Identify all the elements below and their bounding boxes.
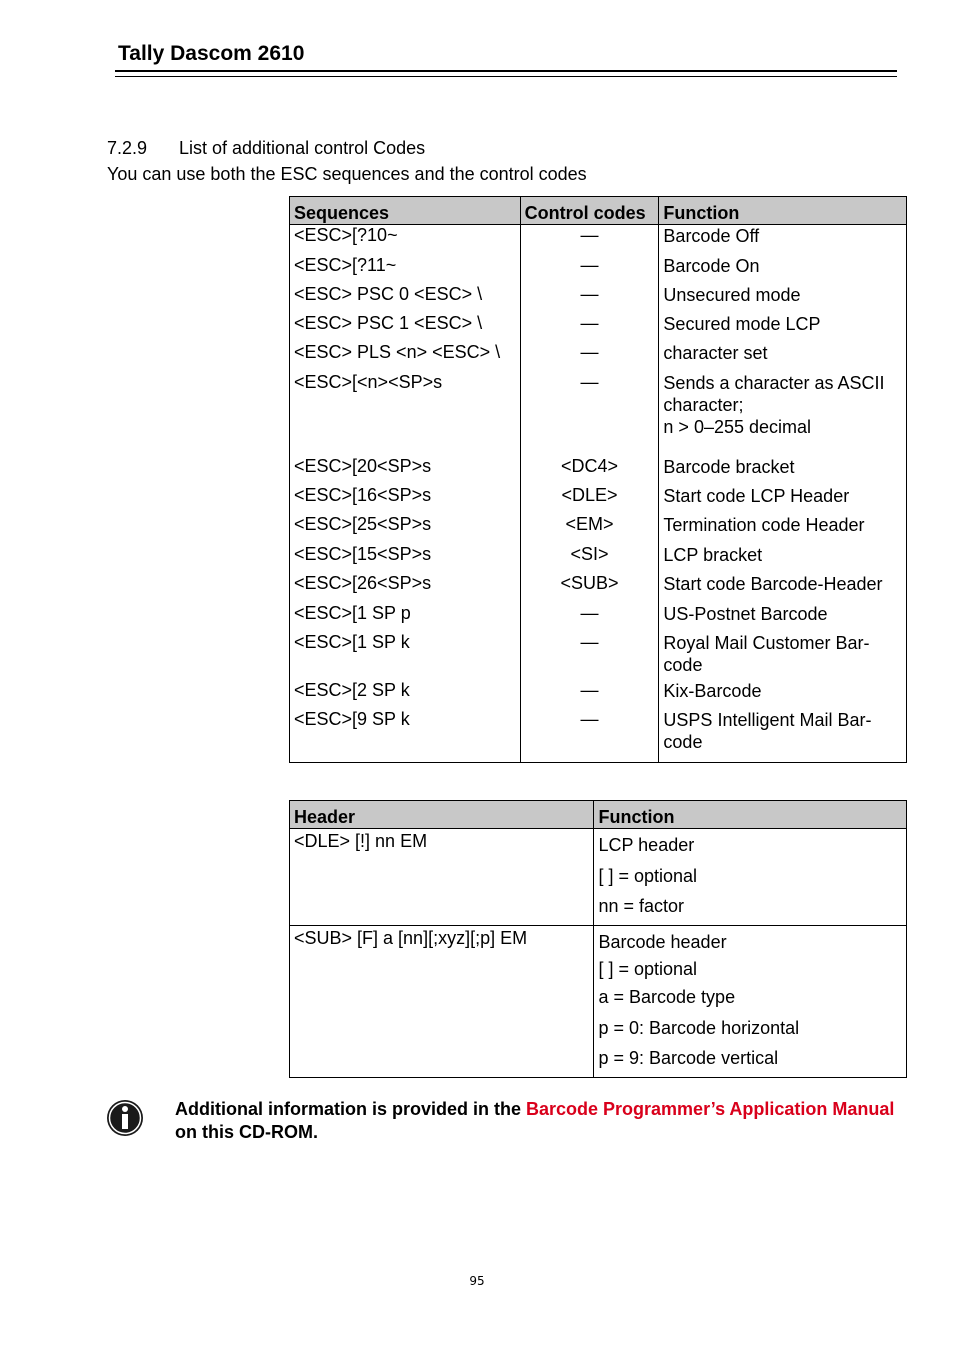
section-title: List of additional control Codes xyxy=(179,138,426,158)
control-code-cell: — xyxy=(520,709,659,763)
table-row xyxy=(290,456,907,485)
control-code-cell: <SUB> xyxy=(520,573,659,603)
function-line: Barcode bracket xyxy=(663,456,795,477)
table-row xyxy=(290,926,907,1078)
function-line: Secured mode LCP xyxy=(663,313,821,334)
function-cell xyxy=(659,456,907,485)
note-text-before: Additional information is provided in the xyxy=(175,1099,526,1119)
function-line: code xyxy=(663,731,703,752)
table-row xyxy=(290,514,907,544)
sequence-cell: <ESC>[15<SP>s xyxy=(290,544,521,573)
function-line: nn = factor xyxy=(598,896,685,916)
control-code-cell: — xyxy=(520,342,659,372)
control-code-cell: — xyxy=(520,680,659,709)
table-row xyxy=(290,829,907,926)
sequence-cell: <ESC>[20<SP>s xyxy=(290,456,521,485)
table-row xyxy=(290,372,907,456)
table-header-row xyxy=(290,801,907,829)
sequence-cell: <ESC>[?10~ xyxy=(290,225,521,255)
function-line: US-Postnet Barcode xyxy=(663,603,828,624)
control-code-cell: — xyxy=(520,225,659,255)
control-code-cell: — xyxy=(520,255,659,284)
function-line: code xyxy=(663,654,703,675)
function-line: Start code LCP Header xyxy=(663,485,850,506)
function-line: p = 9: Barcode vertical xyxy=(598,1048,779,1068)
column-header-function: Function xyxy=(659,197,907,225)
sequence-cell: <ESC>[26<SP>s xyxy=(290,573,521,603)
table-row xyxy=(290,709,907,763)
function-cell xyxy=(659,313,907,342)
control-code-cell: — xyxy=(520,313,659,342)
table-row xyxy=(290,313,907,342)
page-number: 95 xyxy=(469,1274,485,1288)
function-cell xyxy=(594,829,907,926)
table-row xyxy=(290,544,907,573)
function-cell xyxy=(659,372,907,456)
function-cell xyxy=(594,926,907,1078)
header-cell: <SUB> [F] a [nn][;xyz][;p] EM xyxy=(290,926,594,1078)
sequence-cell: <ESC>[2 SP k xyxy=(290,680,521,709)
function-line: USPS Intelligent Mail Bar- xyxy=(663,709,872,730)
function-line: character set xyxy=(663,342,768,363)
function-line: p = 0: Barcode horizontal xyxy=(598,1018,800,1038)
sequence-cell: <ESC>[9 SP k xyxy=(290,709,521,763)
section-number: 7.2.9 xyxy=(107,138,148,158)
function-cell xyxy=(659,342,907,372)
function-cell xyxy=(659,485,907,514)
control-code-cell: — xyxy=(520,603,659,632)
function-line: Unsecured mode xyxy=(663,284,801,305)
control-code-cell: — xyxy=(520,632,659,680)
function-cell xyxy=(659,284,907,313)
sequence-cell: <ESC>[16<SP>s xyxy=(290,485,521,514)
function-line: Start code Barcode-Header xyxy=(663,573,883,594)
control-code-cell: <SI> xyxy=(520,544,659,573)
sequence-cell: <ESC>[25<SP>s xyxy=(290,514,521,544)
intro-text: You can use both the ESC sequences and the control codes xyxy=(107,164,587,184)
function-line: character; xyxy=(663,394,744,415)
function-cell xyxy=(659,544,907,573)
function-line: Sends a character as ASCII xyxy=(663,372,885,393)
function-cell xyxy=(659,603,907,632)
column-header-function: Function xyxy=(594,801,907,829)
sequence-cell: <ESC> PSC 0 <ESC> \ xyxy=(290,284,521,313)
header-cell: <DLE> [!] nn EM xyxy=(290,829,594,926)
function-line: Barcode header xyxy=(598,932,727,952)
function-line: Termination code Header xyxy=(663,514,865,535)
table-row xyxy=(290,485,907,514)
column-header-control-codes: Control codes xyxy=(520,197,659,225)
function-line: Royal Mail Customer Bar- xyxy=(663,632,870,653)
function-cell xyxy=(659,573,907,603)
sequence-cell: <ESC>[<n><SP>s xyxy=(290,372,521,456)
function-line: Barcode On xyxy=(663,255,760,276)
sequence-cell: <ESC>[?11~ xyxy=(290,255,521,284)
control-code-cell: — xyxy=(520,372,659,456)
column-header-header: Header xyxy=(290,801,594,829)
table-row xyxy=(290,284,907,313)
control-code-cell: — xyxy=(520,284,659,313)
header-function-table xyxy=(289,800,907,1078)
table-row xyxy=(290,632,907,680)
function-line: a = Barcode type xyxy=(598,987,736,1007)
control-code-cell: <DC4> xyxy=(520,456,659,485)
info-icon xyxy=(105,1098,145,1138)
table-row xyxy=(290,680,907,709)
table-row xyxy=(290,255,907,284)
function-line: [ ] = optional xyxy=(598,866,698,886)
manual-reference-link[interactable]: Barcode Programmer’s Application Manual xyxy=(526,1099,895,1119)
function-line: n > 0–255 decimal xyxy=(663,416,812,437)
column-header-sequences: Sequences xyxy=(290,197,521,225)
function-cell xyxy=(659,680,907,709)
function-cell xyxy=(659,255,907,284)
additional-info-note xyxy=(175,1098,895,1144)
note-text-after: on this CD-ROM. xyxy=(175,1122,318,1142)
header-rule xyxy=(115,70,897,77)
function-line: [ ] = optional xyxy=(598,959,698,979)
function-line: Barcode Off xyxy=(663,226,760,246)
control-codes-table xyxy=(289,196,907,763)
table-row xyxy=(290,342,907,372)
control-code-cell: <DLE> xyxy=(520,485,659,514)
function-cell xyxy=(659,514,907,544)
table-row xyxy=(290,225,907,255)
table-row xyxy=(290,603,907,632)
document-header-title: Tally Dascom 2610 xyxy=(118,42,305,65)
sequence-cell: <ESC>[1 SP k xyxy=(290,632,521,680)
table-header-row xyxy=(290,197,907,225)
function-cell xyxy=(659,709,907,763)
function-cell xyxy=(659,632,907,680)
section-heading xyxy=(107,138,425,159)
table-row xyxy=(290,573,907,603)
control-code-cell: <EM> xyxy=(520,514,659,544)
function-line: LCP header xyxy=(598,835,695,855)
function-line: Kix-Barcode xyxy=(663,680,762,701)
sequence-cell: <ESC> PSC 1 <ESC> \ xyxy=(290,313,521,342)
sequence-cell: <ESC>[1 SP p xyxy=(290,603,521,632)
function-cell xyxy=(659,225,907,255)
sequence-cell: <ESC> PLS <n> <ESC> \ xyxy=(290,342,521,372)
function-line: LCP bracket xyxy=(663,544,763,565)
